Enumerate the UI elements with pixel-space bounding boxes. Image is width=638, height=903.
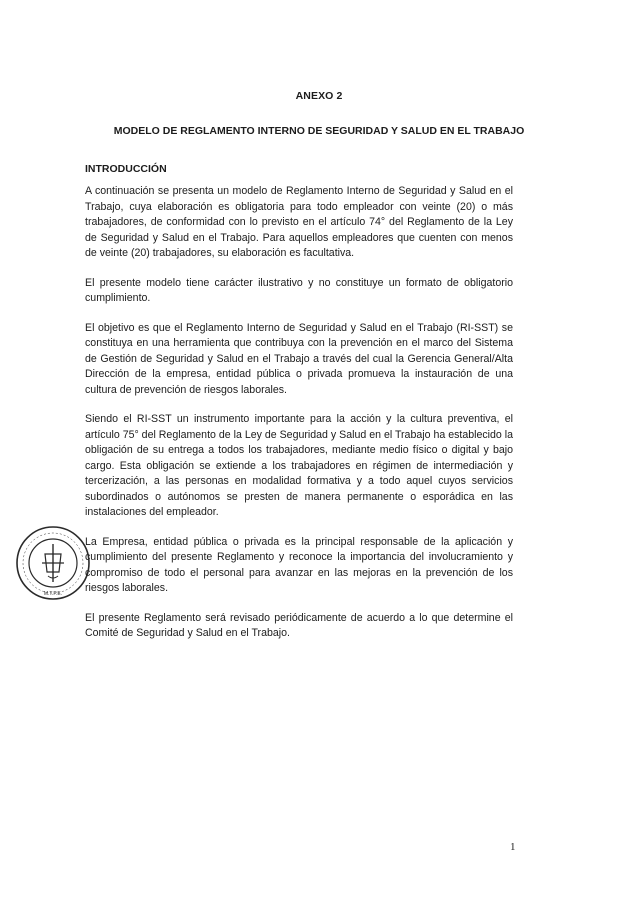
body-text <box>85 184 513 656</box>
section-heading: INTRODUCCIÓN <box>85 163 167 175</box>
paragraph-5: La Empresa, entidad pública o privada es la principal responsable de la aplicación y cumplimiento del presente Reglamento y reconoce la importancia del involucramiento y compromiso de todo el personal para avanzar en las mejoras en la prevención de los riesgos laborales. <box>85 535 513 594</box>
annex-title: ANEXO 2 <box>295 90 343 102</box>
paragraph-2: El presente modelo tiene carácter ilustrativo y no constituye un formato de obligatorio cumplimiento. <box>85 276 513 304</box>
paragraph-1: A continuación se presenta un modelo de Reglamento Interno de Seguridad y Salud en el Trabajo, cuya elaboración es obligatoria para todo empleador con veinte (20) o más trabajadores, de conformidad con lo previsto en el artículo 74° del Reglamento de la Ley de Seguridad y Salud en el Trabajo. Para aquellos empleadores que cuenten con menos de veinte (20) trabajadores, su elaboración es facultativa. <box>85 185 513 259</box>
paragraph-6: El presente Reglamento será revisado periódicamente de acuerdo a lo que determine el Comité de Seguridad y Salud en el Trabajo. <box>85 611 513 639</box>
official-seal-icon <box>14 524 92 602</box>
paragraph-3: El objetivo es que el Reglamento Interno de Seguridad y Salud en el Trabajo (RI-SST) se constituya en una herramienta que contribuya con la prevención en el marco del Sistema de Gestión de Seguridad y Salud en el Trabajo a través del cual la Gerencia General/Alta Dirección de la empresa, entidad pública o privada promueva la instauración de una cultura de prevención de riesgos laborales. <box>85 321 513 396</box>
page-number: 1 <box>510 841 516 853</box>
seal-text: M.T.P.E. <box>43 591 63 597</box>
document-title: MODELO DE REGLAMENTO INTERNO DE SEGURIDAD Y SALUD EN EL TRABAJO <box>113 125 525 137</box>
paragraph-4: Siendo el RI-SST un instrumento importante para la acción y la cultura preventiva, el artículo 75° del Reglamento de la Ley de Seguridad y Salud en el Trabajo ha establecido la obligación de su entrega a todos los trabajadores, mediante medio físico o digital y bajo cargo. Esta obligación se extiende a los trabajadores en régimen de intermediación y tercerización, a las personas en modalidad formativa y a todo aquel cuyos servicios subordinados o autónomos se presten de manera permanente o esporádica en las instalaciones del empleador. <box>85 413 513 518</box>
